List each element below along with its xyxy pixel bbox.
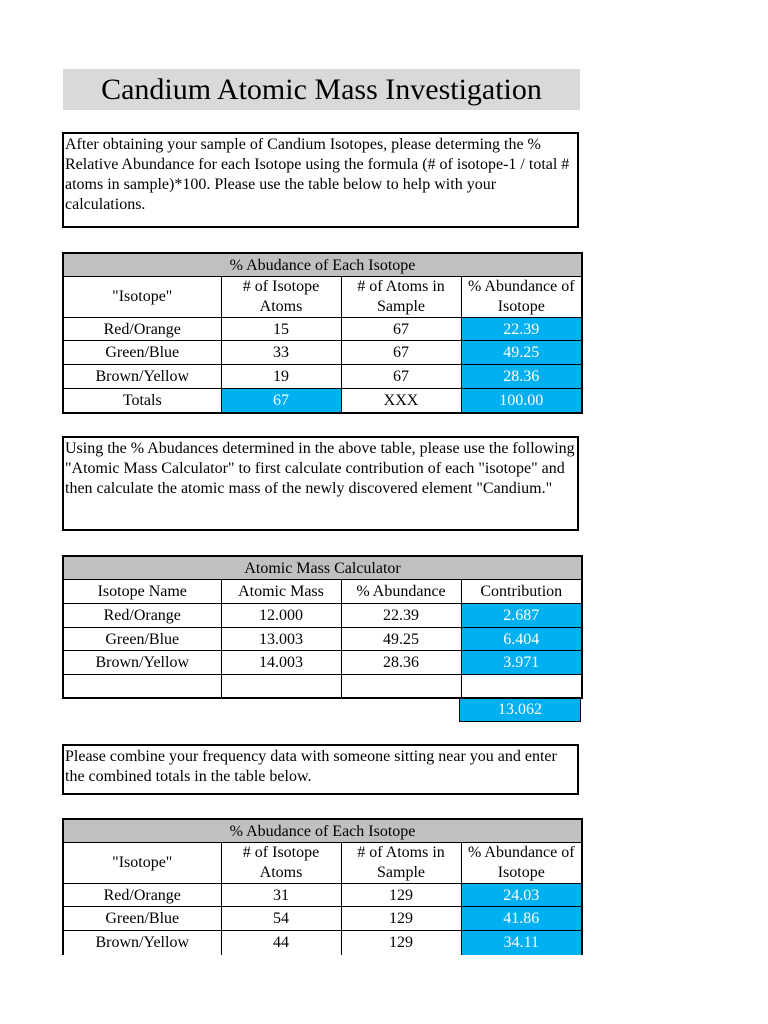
table-cell[interactable]: 19 [221, 365, 341, 389]
calculator-instructions: Using the % Abudances determined in the above table, please use the following "Atomic Mass Calculator" to first calculate contribution of each "isotope" and then calculate the atomic mass of the newly discovered element "Candium." [62, 436, 579, 531]
table-row [63, 675, 582, 698]
table-row [63, 365, 582, 389]
intro-instructions: After obtaining your sample of Candium Isotopes, please determing the % Relative Abundance for each Isotope using the formula (# of isotope-1 / total # atoms in sample)*100. Please use the table below to help with your calculations. [62, 132, 579, 228]
table-row [63, 628, 582, 651]
column-header: # of Isotope Atoms [221, 843, 341, 884]
table-row [63, 651, 582, 675]
table-cell[interactable]: 67 [341, 341, 461, 365]
table-cell[interactable]: Red/Orange [63, 604, 221, 628]
table-cell[interactable]: Totals [63, 389, 221, 413]
table-row [63, 884, 582, 907]
abundance-result-cell[interactable]: 22.39 [461, 318, 582, 341]
table-cell[interactable]: Brown/Yellow [63, 365, 221, 389]
table-cell[interactable]: 44 [221, 931, 341, 955]
table-cell[interactable] [221, 675, 341, 698]
table-cell[interactable]: Brown/Yellow [63, 651, 221, 675]
atomic-mass-total-cell[interactable]: 13.062 [459, 698, 581, 722]
table-caption: % Abudance of Each Isotope [63, 819, 582, 843]
table-caption: Atomic Mass Calculator [63, 556, 582, 580]
contribution-cell[interactable]: 3.971 [461, 651, 582, 675]
table-cell[interactable]: Red/Orange [63, 318, 221, 341]
totals-row [63, 389, 582, 413]
table-cell[interactable]: XXX [341, 389, 461, 413]
table-cell[interactable]: 129 [341, 884, 461, 907]
table-cell[interactable]: 15 [221, 318, 341, 341]
table-cell[interactable]: Green/Blue [63, 341, 221, 365]
table-cell[interactable]: 129 [341, 907, 461, 931]
table-cell[interactable]: 12.000 [221, 604, 341, 628]
table-cell[interactable]: Green/Blue [63, 628, 221, 651]
contribution-cell[interactable]: 6.404 [461, 628, 582, 651]
table-cell[interactable]: 67 [341, 365, 461, 389]
table-row [63, 931, 582, 955]
table-cell[interactable]: Red/Orange [63, 884, 221, 907]
total-atoms-cell[interactable]: 67 [221, 389, 341, 413]
table-cell[interactable] [63, 675, 221, 698]
table-row [63, 341, 582, 365]
combine-instructions: Please combine your frequency data with someone sitting near you and enter the combined totals in the table below. [62, 744, 579, 795]
column-header: % Abundance [341, 580, 461, 604]
abundance-result-cell[interactable]: 49.25 [461, 341, 582, 365]
table-cell[interactable]: 22.39 [341, 604, 461, 628]
contribution-cell[interactable]: 2.687 [461, 604, 582, 628]
abundance-result-cell[interactable]: 28.36 [461, 365, 582, 389]
combined-abundance-table [62, 818, 583, 955]
total-abundance-cell[interactable]: 100.00 [461, 389, 582, 413]
abundance-result-cell[interactable]: 41.86 [461, 907, 582, 931]
table-cell[interactable]: 28.36 [341, 651, 461, 675]
table-caption: % Abudance of Each Isotope [63, 253, 582, 277]
column-header: # of Atoms in Sample [341, 277, 461, 318]
column-header: # of Isotope Atoms [221, 277, 341, 318]
abundance-table [62, 252, 583, 414]
column-header: Isotope Name [63, 580, 221, 604]
column-header: % Abundance of Isotope [461, 277, 582, 318]
table-cell[interactable]: 129 [341, 931, 461, 955]
column-header: Contribution [461, 580, 582, 604]
table-row [63, 907, 582, 931]
column-header: Atomic Mass [221, 580, 341, 604]
table-cell[interactable]: 31 [221, 884, 341, 907]
table-cell[interactable]: Green/Blue [63, 907, 221, 931]
table-cell[interactable]: Brown/Yellow [63, 931, 221, 955]
table-row [63, 604, 582, 628]
column-header: "Isotope" [63, 277, 221, 318]
column-header: "Isotope" [63, 843, 221, 884]
table-cell[interactable] [341, 675, 461, 698]
atomic-mass-calculator-table [62, 555, 583, 699]
abundance-result-cell[interactable]: 34.11 [461, 931, 582, 955]
table-cell[interactable]: 54 [221, 907, 341, 931]
column-header: % Abundance of Isotope [461, 843, 582, 884]
table-cell[interactable]: 49.25 [341, 628, 461, 651]
abundance-result-cell[interactable]: 24.03 [461, 884, 582, 907]
table-row [63, 318, 582, 341]
table-cell[interactable]: 33 [221, 341, 341, 365]
column-header: # of Atoms in Sample [341, 843, 461, 884]
table-cell[interactable]: 14.003 [221, 651, 341, 675]
table-cell[interactable] [461, 675, 582, 698]
table-cell[interactable]: 13.003 [221, 628, 341, 651]
table-cell[interactable]: 67 [341, 318, 461, 341]
page-title: Candium Atomic Mass Investigation [63, 69, 580, 110]
